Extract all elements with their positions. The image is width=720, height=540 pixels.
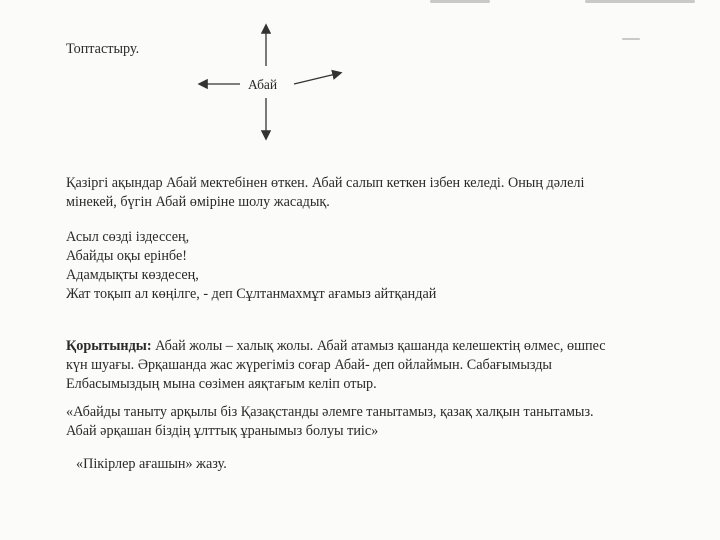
intro-paragraph [66, 174, 584, 212]
poem-line: Жат тоқып ал көңілге, - деп Сұлтанмахмұт ағамыз айтқандай [66, 286, 437, 302]
intro-line: мінекей, бүгін Абай өміріне шолу жасадық. [66, 194, 330, 210]
poem-line: Асыл сөзді іздессең, [66, 229, 190, 245]
poem-quote [66, 228, 436, 304]
conclusion-label: Қорытынды: [66, 338, 152, 354]
conclusion-line: Елбасымыздың мына сөзімен аяқтағым келіп отыр. [66, 376, 377, 392]
poem-line: Адамдықты көздесең, [66, 267, 199, 283]
arrow-right-icon [294, 73, 340, 84]
president-quote [66, 403, 594, 441]
conclusion-line: күн шуағы. Әрқашанда жас жүрегіміз соғар Абай- деп ойлаймын. Сабағымызды [66, 357, 552, 373]
intro-line: Қазіргі ақындар Абай мектебінен өткен. Абай салып кеткен ізбен келеді. Оның дәлелі [66, 175, 585, 191]
quote-line: «Абайды таныту арқылы біз Қазақстанды әлемге танытамыз, қазақ халқын танытамыз. [66, 404, 594, 420]
quote-line: Абай әрқашан біздің ұлттық ұранымыз болуы тиіс» [66, 423, 379, 439]
poem-line: Абайды оқы ерінбе! [66, 248, 187, 264]
task-line: «Пікірлер ағашын» жазу. [76, 456, 227, 472]
conclusion-line: Абай жолы – халық жолы. Абай атамыз қашанда келешектің өлмес, өшпес [151, 338, 606, 354]
conclusion-paragraph [66, 337, 606, 394]
diagram-center-label: Абай [248, 77, 278, 92]
page-heading: Топтастыру. [66, 41, 140, 57]
